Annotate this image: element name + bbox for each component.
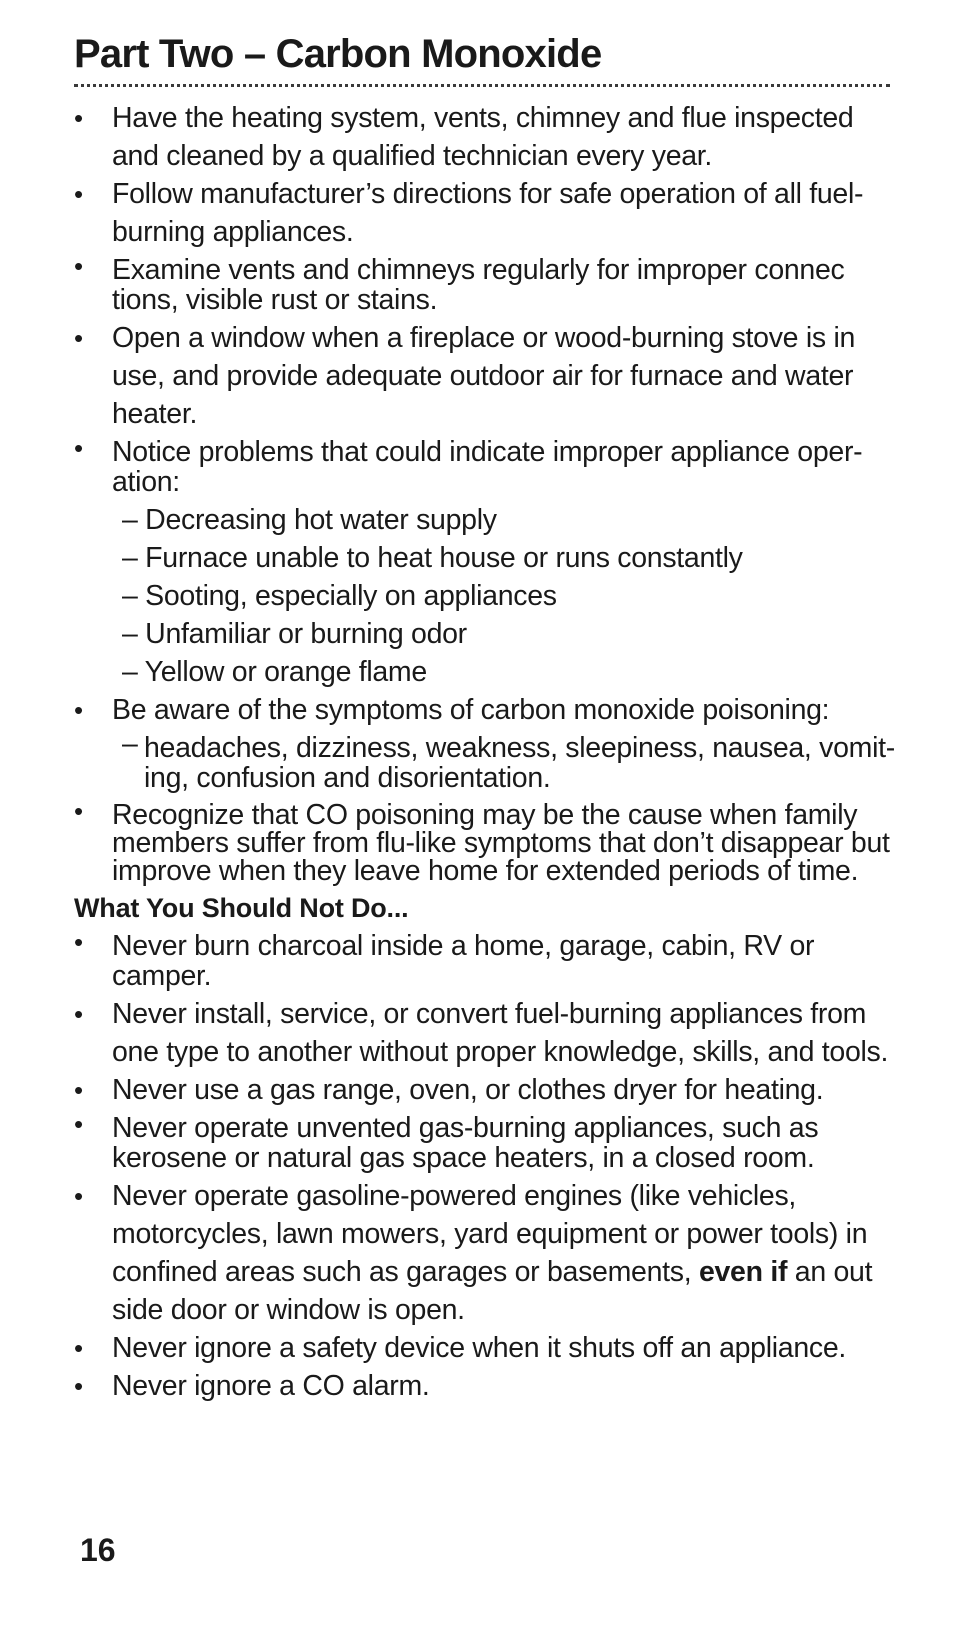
bullet-icon: • <box>74 927 83 957</box>
list-item-text: Follow manufacturer’s directions for safe operation of all fuel-burning appliances. <box>112 178 864 248</box>
list-item <box>74 797 904 889</box>
list-item <box>74 433 904 501</box>
section-heading: What You Should Not Do... <box>74 893 409 923</box>
symptoms-text: headaches, dizziness, weakness, sleepiness, nausea, vomit-ing, confusion and disorientation. <box>144 732 895 794</box>
list-item-text: Never operate unvented gas-burning appliances, such as kerosene or natural gas space heaters, in a closed room. <box>112 1112 819 1174</box>
problem-item-text: – Yellow or orange flame <box>122 656 427 688</box>
list-item-text: Recognize that CO poisoning may be the cause when family members suffer from flu-like symptoms that don’t disappear but improve when they leave home for extended periods of time. <box>112 799 890 887</box>
bullet-icon: • <box>74 1075 83 1105</box>
dotted-divider <box>74 84 890 87</box>
list-item-text: Never burn charcoal inside a home, garage, cabin, RV or camper. <box>112 930 815 992</box>
list-item <box>74 1177 904 1329</box>
list-item <box>74 1329 904 1367</box>
problem-item-text: – Sooting, especially on appliances <box>122 580 557 612</box>
problem-item <box>74 577 904 615</box>
problem-item <box>74 501 904 539</box>
page-content <box>74 99 904 1405</box>
list-item-text: Never operate gasoline-powered engines (like vehicles, motorcycles, lawn mowers, yard equipment or power tools) in confined areas such as garages or basements, <box>112 1180 868 1288</box>
page-title: Part Two – Carbon Monoxide <box>74 32 602 76</box>
list-item-text: Be aware of the symptoms of carbon monoxide poisoning: <box>112 694 830 726</box>
list-item <box>74 251 904 319</box>
list-item-text: Never install, service, or convert fuel-burning appliances from one type to another without proper knowledge, skills, and tools. <box>112 998 889 1068</box>
list-item <box>74 927 904 995</box>
list-item <box>74 1367 904 1405</box>
list-item <box>74 1109 904 1177</box>
list-item-text: Notice problems that could indicate improper appliance oper-ation: <box>112 436 863 498</box>
problem-item <box>74 539 904 577</box>
bullet-icon: • <box>74 1181 83 1211</box>
bullet-icon: • <box>74 179 83 209</box>
bullet-icon: • <box>74 1371 83 1401</box>
symptoms-item <box>74 729 904 797</box>
list-item-text: Examine vents and chimneys regularly for improper connec tions, visible rust or stains. <box>112 254 845 316</box>
problem-item <box>74 653 904 691</box>
problem-item <box>74 615 904 653</box>
bullet-icon: • <box>74 999 83 1029</box>
bullet-icon: • <box>74 796 83 826</box>
bullet-icon: • <box>74 103 83 133</box>
bullet-icon: • <box>74 1109 83 1139</box>
list-item <box>74 1071 904 1109</box>
dash-icon: – <box>122 728 138 760</box>
list-item <box>74 995 904 1071</box>
list-item <box>74 99 904 175</box>
bullet-icon: • <box>74 251 83 281</box>
bullet-icon: • <box>74 433 83 463</box>
bullet-icon: • <box>74 1333 83 1363</box>
problem-item-text: – Decreasing hot water supply <box>122 504 497 536</box>
list-item-text: Have the heating system, vents, chimney and flue inspected and cleaned by a qualified technician every year. <box>112 102 854 172</box>
emphasis-text: even if <box>698 1256 788 1288</box>
list-item-text-continued: an out side door or window is open. <box>112 1256 873 1326</box>
bullet-icon: • <box>74 323 83 353</box>
problem-item-text: – Unfamiliar or burning odor <box>122 618 467 650</box>
list-item <box>74 319 904 433</box>
list-item-text: Never ignore a safety device when it shuts off an appliance. <box>112 1332 847 1364</box>
list-item-text: Open a window when a fireplace or wood-burning stove is in use, and provide adequate outdoor air for furnace and water heater. <box>112 322 856 430</box>
bullet-icon: • <box>74 695 83 725</box>
list-item <box>74 691 904 729</box>
page-number: 16 <box>80 1532 116 1568</box>
problem-item-text: – Furnace unable to heat house or runs constantly <box>122 542 743 574</box>
list-item-text: Never use a gas range, oven, or clothes dryer for heating. <box>112 1074 824 1106</box>
list-item <box>74 175 904 251</box>
list-item-text: Never ignore a CO alarm. <box>112 1370 430 1402</box>
